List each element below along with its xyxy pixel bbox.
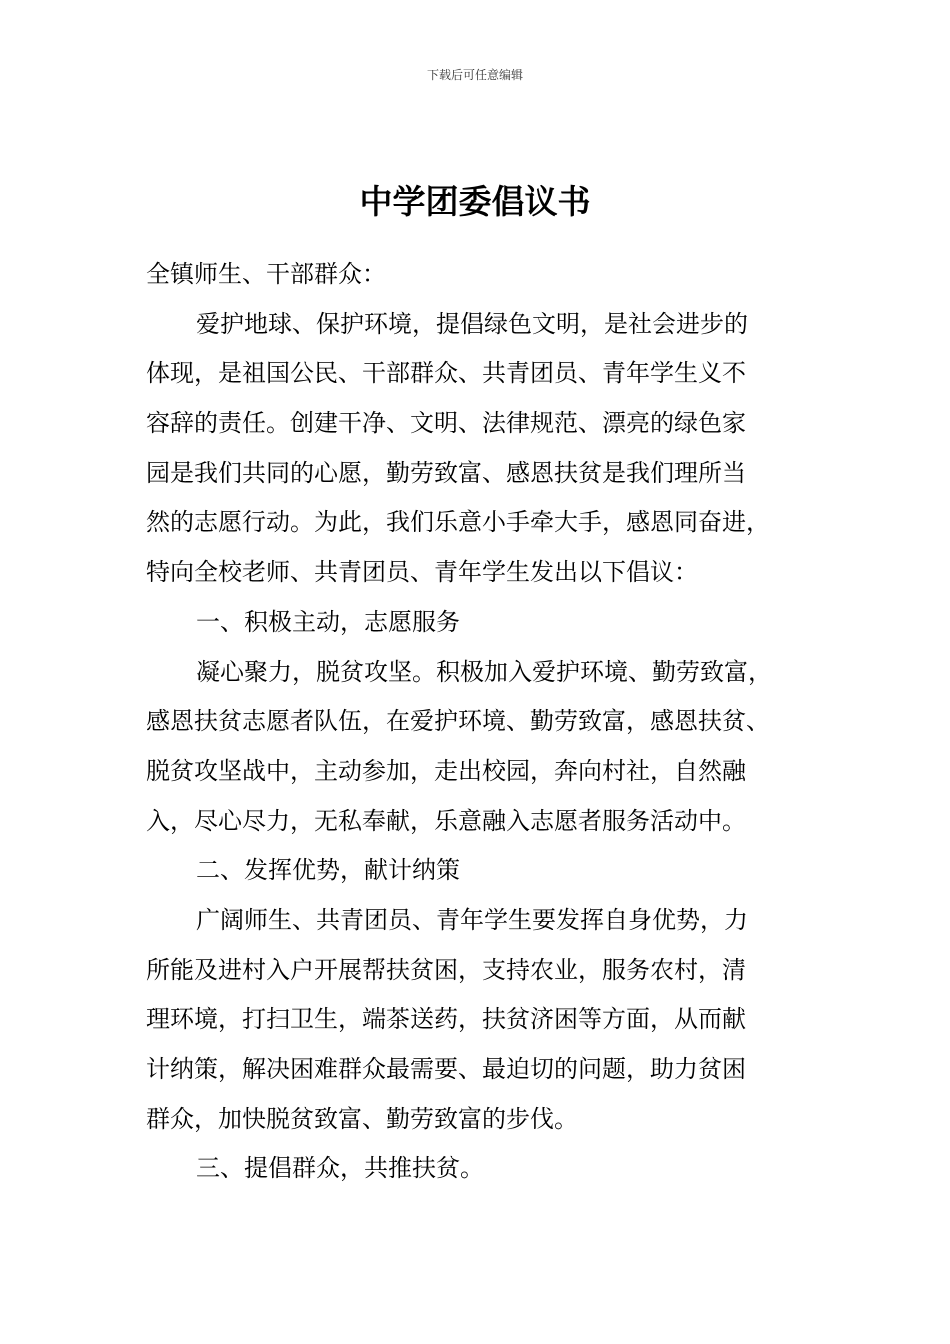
body-line: 凝心聚力，脱贫攻坚。积极加入爱护环境、勤劳致富， xyxy=(196,657,772,686)
body-line: 广阔师生、共青团员、青年学生要发挥自身优势，力 xyxy=(196,905,748,934)
body-line: 特向全校老师、共青团员、青年学生发出以下倡议： xyxy=(146,558,698,587)
body-line: 所能及进村入户开展帮扶贫困，支持农业，服务农村，清 xyxy=(146,955,746,984)
body-line: 爱护地球、保护环境，提倡绿色文明，是社会进步的 xyxy=(196,309,748,338)
body-line: 二、发挥优势，献计纳策 xyxy=(196,856,460,885)
body-line: 一、积极主动，志愿服务 xyxy=(196,607,460,636)
body-line: 园是我们共同的心愿，勤劳致富、感恩扶贫是我们理所当 xyxy=(146,458,746,487)
document-title: 中学团委倡议书 xyxy=(359,182,591,221)
body-line: 三、提倡群众，共推扶贫。 xyxy=(196,1154,484,1183)
body-line: 理环境，打扫卫生，端茶送药，扶贫济困等方面，从而献 xyxy=(146,1005,746,1034)
body-line: 全镇师生、干部群众： xyxy=(146,260,386,288)
body-line: 入，尽心尽力，无私奉献，乐意融入志愿者服务活动中。 xyxy=(146,806,746,835)
page-header-note: 下载后可任意编辑 xyxy=(426,68,523,82)
document-body xyxy=(146,250,806,1194)
body-line: 计纳策，解决困难群众最需要、最迫切的问题，助力贫困 xyxy=(146,1055,746,1083)
body-line: 群众，加快脱贫致富、勤劳致富的步伐。 xyxy=(146,1104,578,1133)
body-line: 然的志愿行动。为此，我们乐意小手牵大手，感恩同奋进， xyxy=(146,508,770,537)
body-line: 体现，是祖国公民、干部群众、共青团员、青年学生义不 xyxy=(146,359,746,388)
body-line: 脱贫攻坚战中，主动参加，走出校园，奔向村社，自然融 xyxy=(146,756,746,785)
body-line: 感恩扶贫志愿者队伍，在爱护环境、勤劳致富，感恩扶贫、 xyxy=(146,707,770,736)
body-line: 容辞的责任。创建干净、文明、法律规范、漂亮的绿色家 xyxy=(146,409,746,438)
